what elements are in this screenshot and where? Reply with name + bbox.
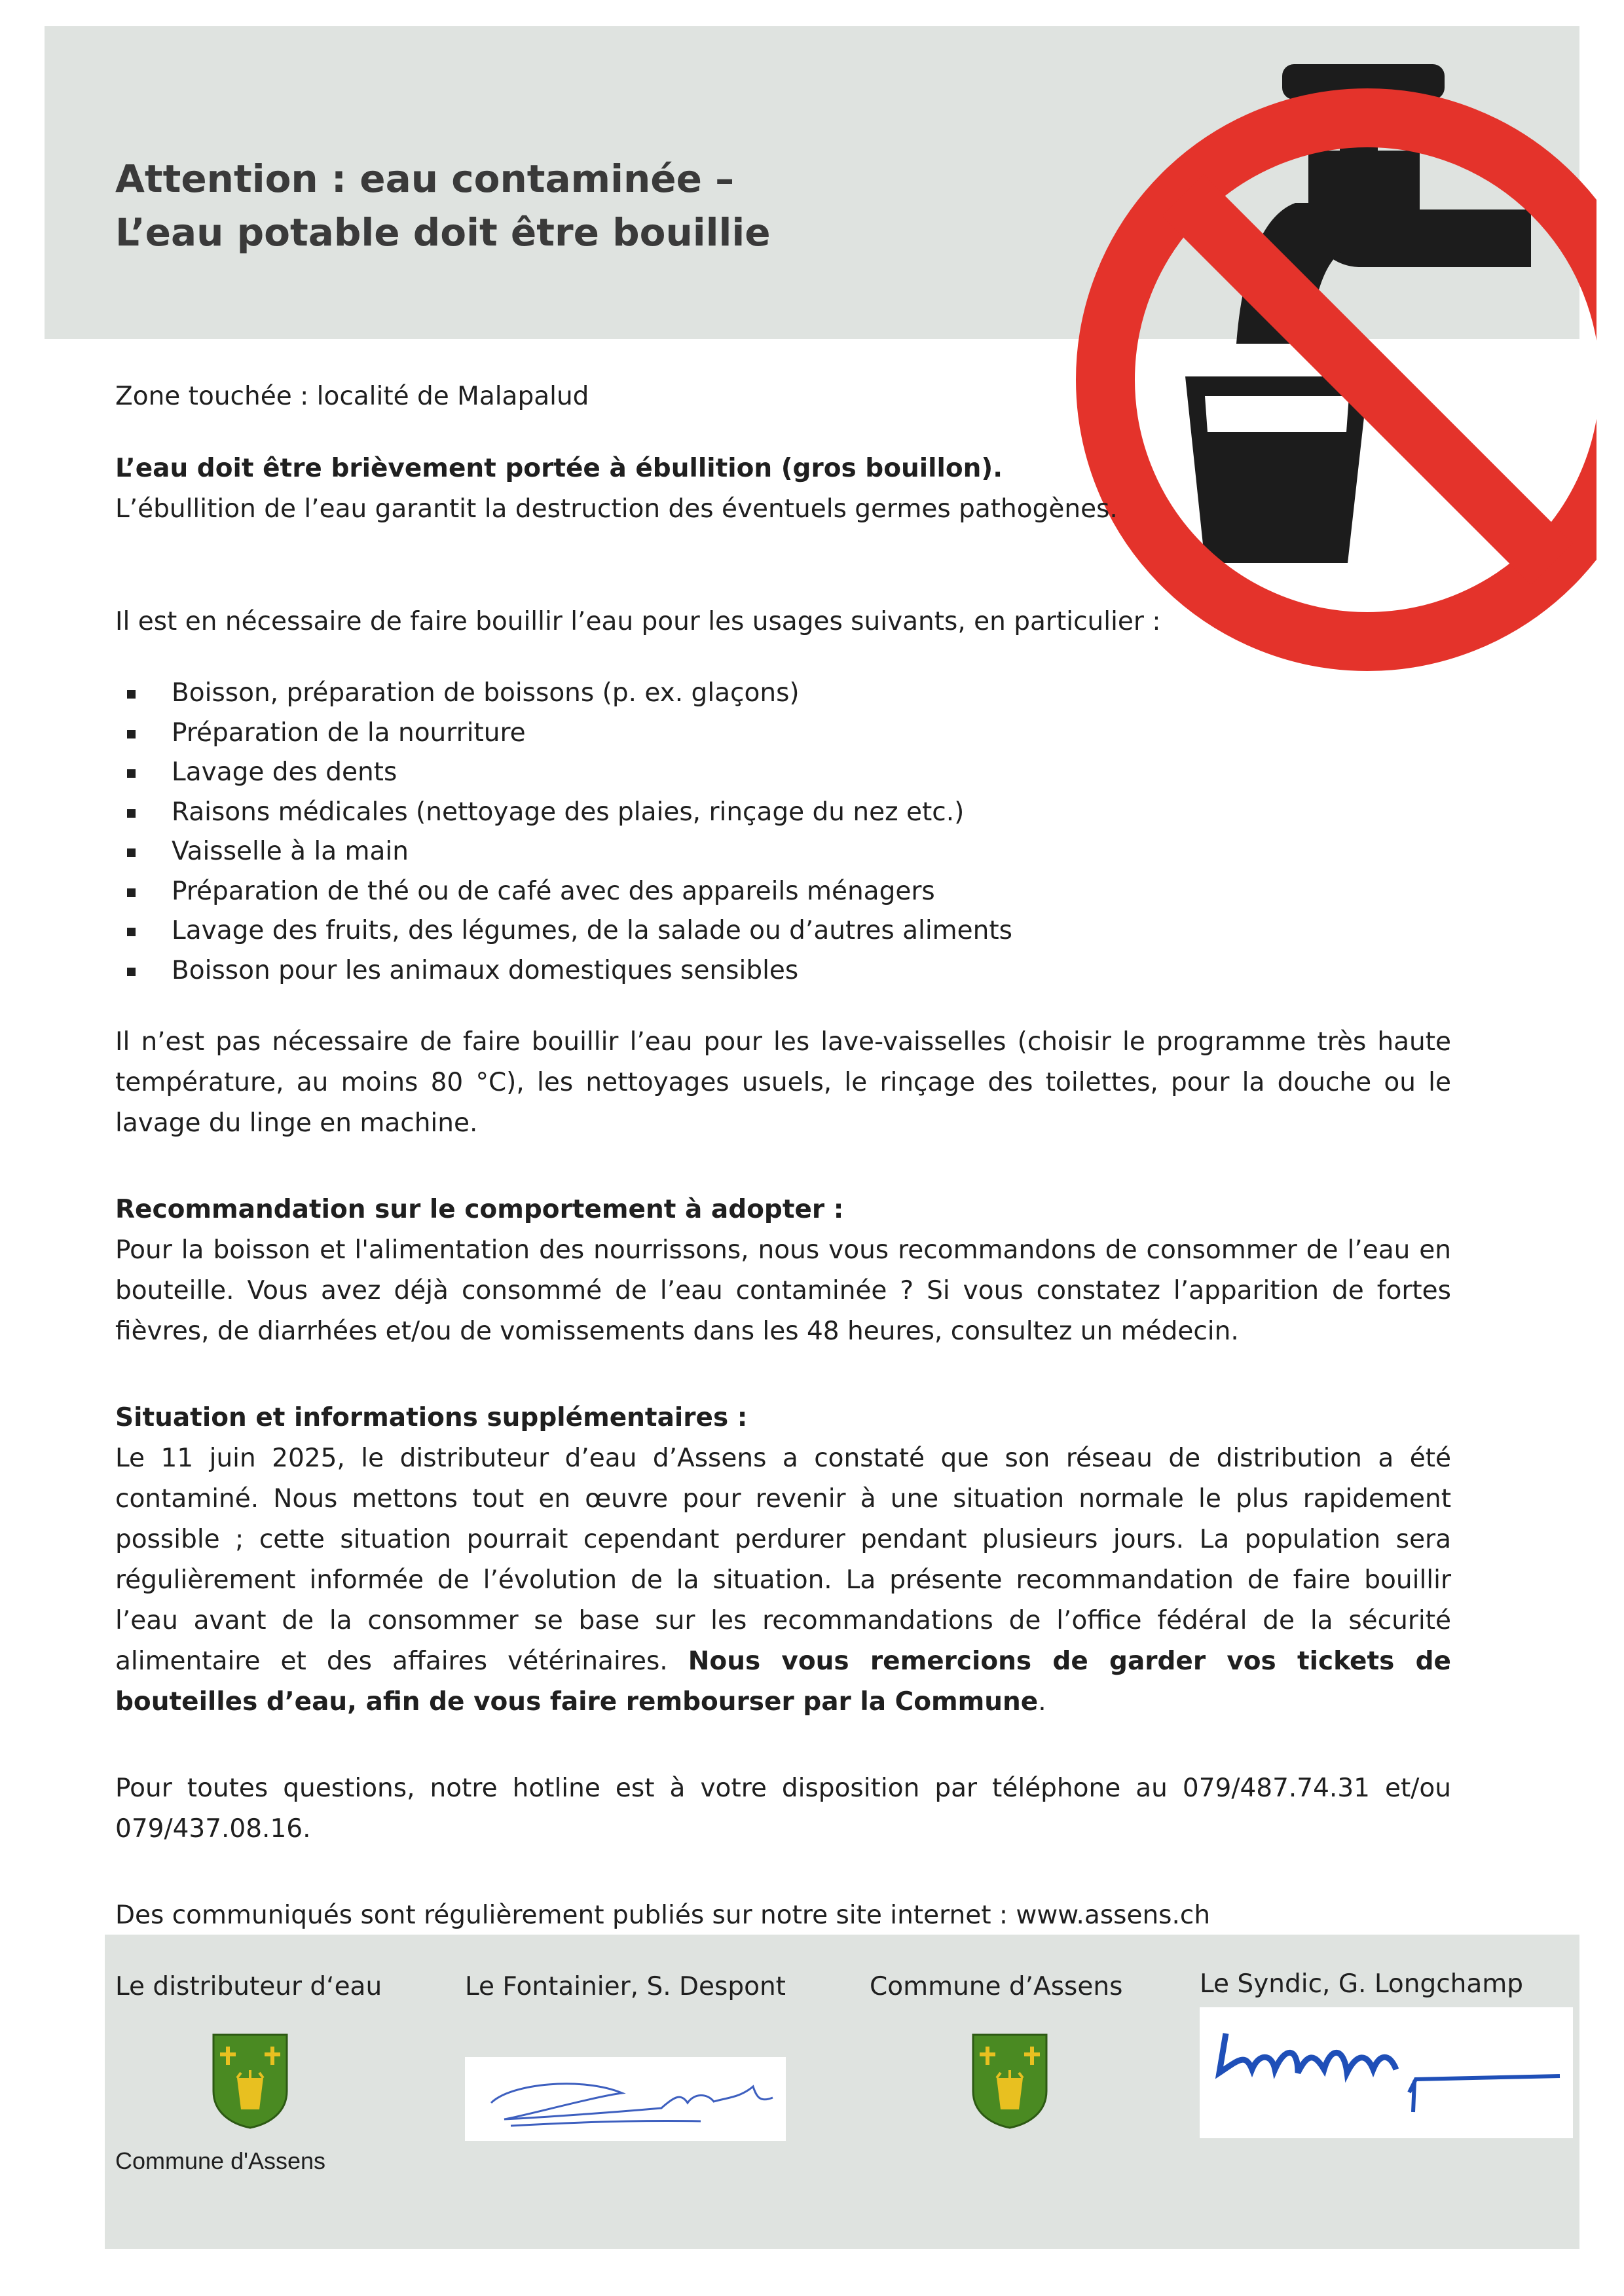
list-item: Boisson pour les animaux domestiques sensibles	[115, 951, 1451, 991]
signature-syndic	[1200, 2007, 1573, 2138]
coat-of-arms-caption: Commune d'Assens	[115, 2147, 326, 2174]
situation-body: Le 11 juin 2025, le distributeur d’eau d’Assens a constaté que son réseau de distribution a été contaminé. Nous mettons tout en œuvre pour revenir à une situation normale le plus rapidement possible ; cette situation pourrait cependant perdurer pendant plusieurs jours. La population sera régulièrement informée de l’évolution de la situation. La présente recommandation de faire bouillir l’eau avant de la consommer se base sur les recommandations de l’office fédéral de la sécurité alimentaire et des affaires vétérinaires.	[115, 1444, 1451, 1676]
list-item: Raisons médicales (nettoyage des plaies, rinçage du nez etc.)	[115, 793, 1451, 833]
assens-coat-of-arms	[970, 2032, 1049, 2130]
list-item: Boisson, préparation de boissons (p. ex. glaçons)	[115, 674, 1451, 714]
list-item: Lavage des fruits, des légumes, de la salade ou d’autres aliments	[115, 911, 1451, 951]
page-title	[115, 152, 771, 259]
not-necessary-text: Il n’est pas nécessaire de faire bouillir l’eau pour les lave-vaisselles (choisir le programme très haute température, au moins 80 °C), les nettoyages usuels, le rinçage des toilettes, pour la douche ou le lavage du linge en machine.	[115, 1027, 1451, 1138]
list-item: Vaisselle à la main	[115, 832, 1451, 872]
signature-label-distributor: Le distributeur d‘eau	[115, 1972, 382, 2001]
signature-label-commune: Commune d’Assens	[870, 1972, 1123, 2001]
situation-end: .	[1038, 1687, 1046, 1717]
boil-heading: L’eau doit être brièvement portée à ébullition (gros bouillon).	[115, 454, 1003, 483]
recommendation-text: Pour la boisson et l'alimentation des nourrissons, nous vous recommandons de consommer de l’eau en bouteille. Vous avez déjà consommé de l’eau contaminée ? Si vous constatez l’apparition de fortes fièvres, de diarrhées et/ou de vomissements dans les 48 heures, consultez un médecin.	[115, 1235, 1451, 1346]
title-line-2: L’eau potable doit être bouillie	[115, 210, 771, 255]
signature-fontainier	[465, 2057, 786, 2141]
title-line-1: Attention : eau contaminée –	[115, 156, 735, 201]
list-item: Préparation de thé ou de café avec des appareils ménagers	[115, 872, 1451, 912]
affected-zone: Zone touchée : localité de Malapalud	[115, 382, 589, 411]
situation-bold: Nous vous remercions de garder vos tickets de bouteilles d’eau, afin de vous faire rembourser par la Commune	[115, 1647, 1451, 1717]
signature-label-syndic: Le Syndic, G. Longchamp	[1200, 1969, 1524, 1999]
recommendation-heading: Recommandation sur le comportement à adopter :	[115, 1195, 844, 1224]
boil-text: L’ébullition de l’eau garantit la destruction des éventuels germes pathogènes.	[115, 494, 1118, 524]
website-text: Des communiqués sont régulièrement publiés sur notre site internet : www.assens.ch	[115, 1901, 1211, 1930]
usages-intro: Il est en nécessaire de faire bouillir l’eau pour les usages suivants, en particulier :	[115, 607, 1161, 636]
list-item: Lavage des dents	[115, 753, 1451, 793]
notice-body	[115, 376, 1451, 1936]
signature-label-fontainier: Le Fontainier, S. Despont	[465, 1972, 786, 2001]
usages-list	[115, 674, 1451, 991]
signature-syndic-ink	[1200, 2007, 1573, 2138]
assens-coat-of-arms	[211, 2032, 289, 2130]
hotline-text: Pour toutes questions, notre hotline est à votre disposition par téléphone au 079/487.74.31 et/ou 079/437.08.16.	[115, 1774, 1451, 1844]
situation-text	[115, 1438, 1451, 1722]
signature-fontainier-ink	[465, 2057, 786, 2141]
situation-heading: Situation et informations supplémentaires :	[115, 1403, 748, 1432]
list-item: Préparation de la nourriture	[115, 714, 1451, 754]
